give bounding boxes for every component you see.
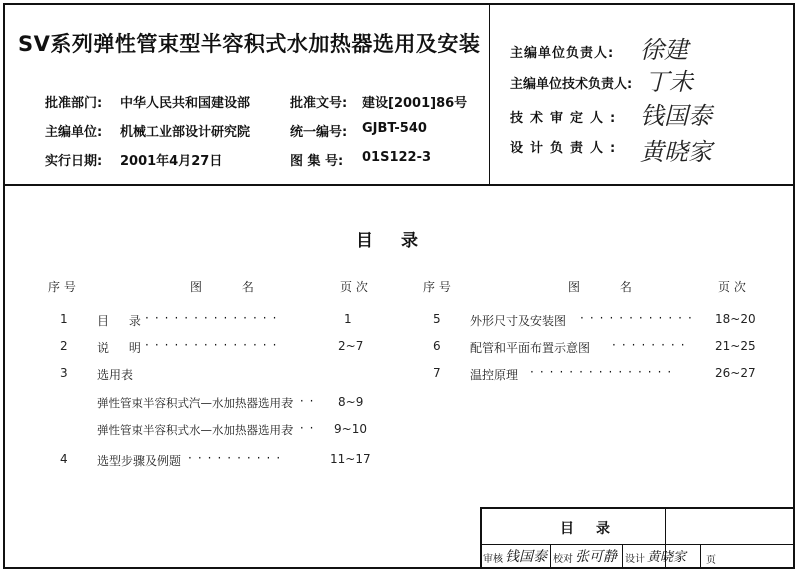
toc-left-col-no: 序 号: [48, 280, 76, 294]
effective-value: 2001年4月27日: [120, 154, 223, 169]
unified-no-value: GJBT-540: [362, 121, 427, 136]
toc-leader-dots: ········: [612, 338, 691, 352]
toc-item-name: 配管和平面布置示意图: [470, 341, 591, 355]
approval-doc-label: 批准文号:: [290, 96, 348, 111]
footer-left-rule: [480, 507, 482, 569]
responsible-label-1: 主编单位负责人:: [510, 46, 615, 61]
footer-top-rule: [480, 507, 795, 509]
toc-item-no: 1: [60, 312, 68, 326]
toc-item-name: 选用表: [97, 368, 134, 382]
toc-item-no: 7: [433, 366, 441, 380]
toc-item-page: 2~7: [338, 339, 364, 353]
footer-check-label: 校对: [553, 554, 573, 565]
responsible-signature-2: 丁未: [645, 68, 693, 96]
footer-cell-rule: [700, 545, 701, 569]
toc-item-name: 弹性管束半容积式水—水加热器选用表: [97, 423, 293, 437]
approval-doc-value: 建设[2001]86号: [362, 96, 468, 111]
toc-item-no: 6: [433, 339, 441, 353]
responsible-label-3: 技术审定人:: [510, 111, 623, 126]
toc-leader-dots: ··········: [188, 451, 287, 465]
toc-right-col-name: 图 名: [568, 280, 650, 294]
toc-heading: 目录: [356, 231, 446, 251]
footer-page-label: 页: [706, 555, 716, 566]
toc-item-no: 4: [60, 452, 68, 466]
approval-dept-label: 批准部门:: [45, 96, 103, 111]
toc-leader-dots: ············: [580, 311, 698, 325]
toc-item-page: 9~10: [334, 422, 367, 436]
toc-item-name: 温控原理: [470, 368, 519, 382]
toc-item-page: 21~25: [715, 339, 756, 353]
responsible-signature-3: 钱国泰: [640, 102, 712, 130]
toc-item-page: 11~17: [330, 452, 371, 466]
footer-cell-rule: [622, 545, 623, 569]
editor-label: 主编单位:: [45, 125, 103, 140]
footer-mid-rule: [480, 544, 795, 545]
page-title: SV系列弹性管束型半容积式水加热器选用及安装: [18, 32, 481, 56]
toc-item-no: 5: [433, 312, 441, 326]
footer-design-label: 设计: [625, 554, 645, 565]
toc-item-name: 外形尺寸及安装图: [470, 314, 567, 328]
toc-item-page: 18~20: [715, 312, 756, 326]
approval-dept-value: 中华人民共和国建设部: [120, 96, 251, 111]
footer-title: 目录: [560, 521, 632, 537]
toc-item-name: 目 录: [97, 314, 149, 328]
toc-item-no: 2: [60, 339, 68, 353]
footer-design-signature: 黄晓家: [647, 550, 687, 565]
footer-review-signature: 钱国泰: [505, 549, 547, 565]
toc-item-page: 8~9: [338, 395, 364, 409]
header-divider: [489, 3, 490, 185]
responsible-signature-1: 徐建: [640, 36, 688, 64]
footer-cell-rule: [550, 545, 551, 569]
toc-item-no: 3: [60, 366, 68, 380]
toc-leader-dots: ··············: [145, 311, 283, 325]
toc-item-page: 1: [344, 312, 352, 326]
toc-leader-dots: ···: [290, 421, 320, 435]
header-bottom-rule: [3, 184, 795, 186]
toc-item-name: 说 明: [97, 341, 149, 355]
atlas-no-value: 01S122-3: [362, 150, 432, 165]
toc-item-page: 26~27: [715, 366, 756, 380]
editor-value: 机械工业部设计研究院: [120, 125, 251, 140]
toc-right-col-no: 序 号: [423, 280, 451, 294]
toc-leader-dots: ···············: [530, 365, 678, 379]
atlas-no-label: 图 集 号:: [290, 154, 344, 169]
footer-review-label: 审核: [483, 554, 503, 565]
responsible-label-4: 设计负责人:: [510, 141, 623, 156]
toc-right-col-page: 页 次: [718, 280, 746, 294]
responsible-label-2: 主编单位技术负责人:: [510, 77, 633, 92]
toc-left-col-name: 图 名: [190, 280, 272, 294]
unified-no-label: 统一编号:: [290, 125, 348, 140]
responsible-signature-4: 黄晓家: [640, 138, 712, 166]
toc-left-col-page: 页 次: [340, 280, 368, 294]
effective-label: 实行日期:: [45, 154, 103, 169]
toc-item-name: 弹性管束半容积式汽—水加热器选用表: [97, 396, 293, 410]
footer-check-signature: 张可静: [575, 549, 617, 565]
toc-leader-dots: ···: [290, 394, 320, 408]
toc-item-name: 选型步骤及例题: [97, 454, 182, 468]
toc-leader-dots: ··············: [145, 338, 283, 352]
